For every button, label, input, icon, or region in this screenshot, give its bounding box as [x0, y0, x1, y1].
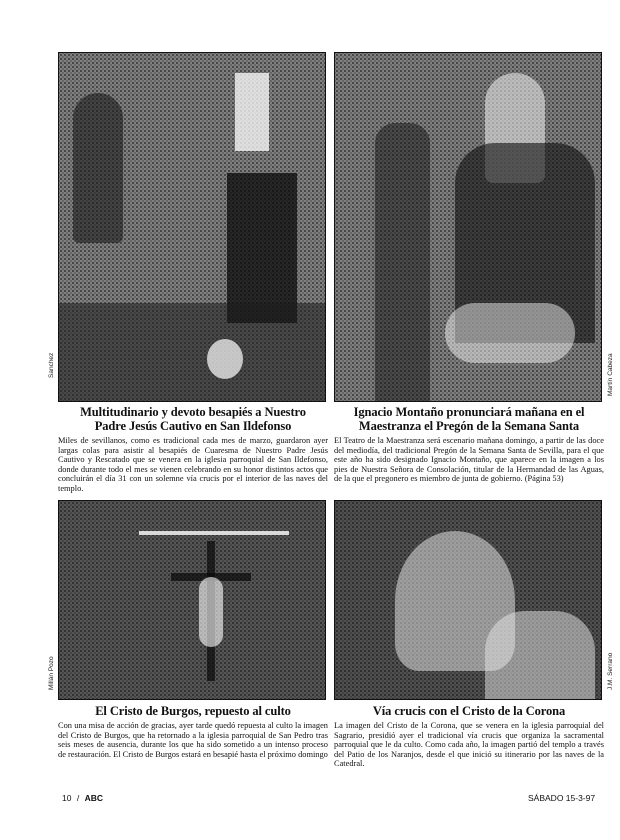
photo-crowd	[59, 303, 326, 402]
headline-cristo-de-burgos	[58, 704, 328, 718]
photo-man-standing	[375, 123, 430, 402]
page-footer-left	[62, 793, 103, 803]
photo-credit-top-left: Sanchez	[48, 352, 55, 378]
body-jesus-cautivo: Miles de sevillanos, como es tradicional cada mes de marzo, guardaron ayer largas colas para asistir al besapiés de Cuaresma de Nuestro Padre Jesús Cautivo y Rescatado que se venera en la iglesia parroquial de San Ildefonso, donde durante todo el mes se vienen celebrando en su honor distintos actos que concluirán el día 31 con un solemne vía crucis por el interior de las naves del templo.	[58, 436, 328, 493]
headline-pregon-semana-santa	[334, 405, 604, 433]
photo-christ-body	[199, 577, 223, 647]
photo-window-light	[235, 73, 269, 151]
headline-pregon-line2: Maestranza el Pregón de la Semana Santa	[358, 419, 580, 433]
headline-cristo-de-la-corona	[334, 704, 604, 718]
photo-credit-top-right: Martín Cabeza	[607, 353, 614, 396]
headline-jesus-cautivo	[58, 405, 328, 433]
photo-cristo-de-la-corona	[334, 500, 602, 700]
body-cristo-de-burgos: Con una misa de acción de gracias, ayer tarde quedó repuesta al culto la imagen del Cristo de Burgos, que ha retornado a la iglesia parroquial de San Pedro tras seis meses de ausencia, durante los que ha sido sometido a un intenso proceso de restauración. El Cristo de Burgos estará en besapié hasta el próximo domingo	[58, 721, 328, 759]
photo-cristo-de-burgos	[58, 500, 326, 700]
photo-doorway	[227, 173, 297, 323]
headline-pregon-line1: Ignacio Montaño pronunciará mañana en el	[353, 405, 585, 419]
page-date: SÁBADO 15-3-97	[528, 793, 596, 803]
headline-jesus-cautivo-line1: Multitudinario y devoto besapiés a Nuestro	[80, 405, 306, 419]
body-cristo-de-la-corona: La imagen del Cristo de la Corona, que se venera en la iglesia parroquial del Sagrario, presidió ayer el tradicional vía crucis que organiza la sacramental parroquial que le da culto. Como cada año, la imagen partió del templo a través del Patio de los Naranjos, desde el que inició su itinerario por las naves de la Catedral.	[334, 721, 604, 769]
headline-cristo-de-la-corona-line1: Vía crucis con el Cristo de la Corona	[372, 704, 566, 718]
photo-pregonero-maestranza	[334, 52, 602, 402]
headline-cristo-de-burgos-line1: El Cristo de Burgos, repuesto al culto	[95, 704, 291, 718]
photo-faithful-figures	[485, 611, 595, 700]
publication-name: ABC	[84, 793, 104, 803]
footer-separator: /	[76, 793, 80, 803]
page-number: 10	[62, 793, 72, 803]
photo-credit-bottom-right: J.M. Serrano	[607, 652, 614, 690]
photo-figure-silhouette	[73, 93, 123, 243]
photo-candle-row	[139, 531, 289, 535]
photo-flowers	[445, 303, 575, 363]
photo-besapies-jesus-cautivo	[58, 52, 326, 402]
body-pregon-semana-santa: El Teatro de la Maestranza será escenario mañana domingo, a partir de las doce del mediodía, del tradicional Pregón de la Semana Santa de Sevilla, para el que este año ha sido designado Ignacio Montaño, que aparece en la imagen a los pies de Nuestra Señora de Consolación, titular de la Hermandad de las Aguas, de la que el pregonero es miembro de junta de gobierno. (Página 53)	[334, 436, 604, 484]
headline-jesus-cautivo-line2: Padre Jesús Cautivo en San Ildefonso	[94, 419, 292, 433]
photo-credit-bottom-left: Millán Pozo	[48, 656, 55, 690]
photo-head-highlight	[207, 339, 243, 379]
